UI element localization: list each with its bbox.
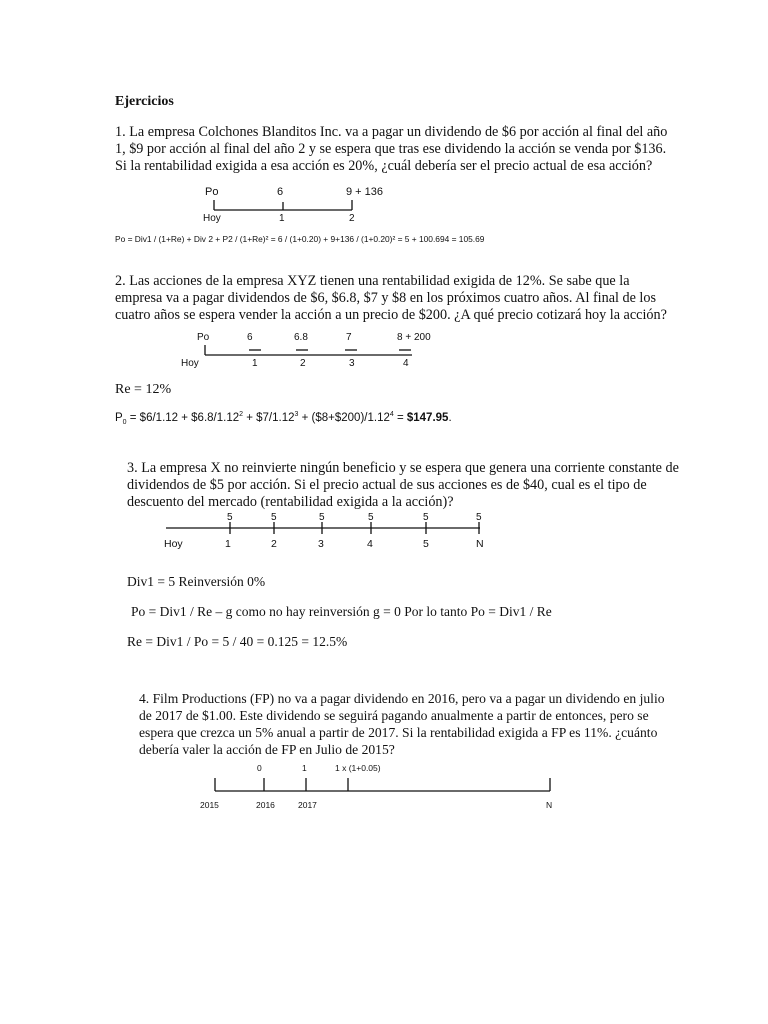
formula-part: = $6/1.12 + $6.8/1.12 [126, 411, 240, 424]
exercise-3-line: descuento del mercado (rentabilidad exigida a la acción)? [127, 494, 454, 510]
timeline-label: 1 x (1+0.05) [335, 763, 381, 773]
exercise-1-line: 1, $9 por acción al final del año 2 y se espera que tras ese dividendo la acción se venda por $136. [115, 141, 667, 157]
exercise-4-line: de 2017 de $1.00. Este dividendo se seguirá pagando anualmente a partir de entonces, pero se [139, 708, 649, 723]
exercise-3-dividend: Div1 = 5 Reinversión 0% [127, 574, 266, 589]
exercise-3-line: dividendos de $5 por acción. Si el precio actual de sus acciones es de $40, cual es el tipo de [127, 477, 647, 493]
timeline-label: 2 [271, 538, 277, 550]
formula-part: . [448, 411, 452, 424]
timeline-label: 5 [368, 512, 374, 523]
timeline-label: 2016 [256, 800, 275, 810]
timeline-label: 6 [277, 186, 284, 198]
exercise-2-line: 2. Las acciones de la empresa XYZ tienen una rentabilidad exigida de 12%. Se sabe que la [115, 273, 630, 289]
timeline-label: 2 [300, 358, 306, 369]
timeline-label: 5 [227, 512, 233, 523]
exercise-2-line: cuatro años se espera vender la acción a un precio de $200. ¿A qué precio cotizará hoy la acción? [115, 307, 667, 323]
formula-part: + $7/1.12 [243, 411, 295, 424]
timeline-label: 1 [302, 763, 307, 773]
timeline-label: 5 [423, 512, 429, 523]
timeline-label: 6.8 [294, 332, 308, 343]
formula-exponent: 4 [389, 411, 394, 418]
timeline-label: 8 + 200 [397, 332, 431, 343]
exercise-2-line: empresa va a pagar dividendos de $6, $6.8, $7 y $8 en los próximos cuatro años. Al final de los [115, 290, 656, 306]
exercise-4-line: debería valer la acción de FP en Julio de 2015? [139, 742, 395, 757]
timeline-label: 1 [252, 358, 258, 369]
timeline-label: 7 [346, 332, 352, 343]
formula-part: + ($8+$200)/1.12 [298, 411, 390, 424]
timeline-label: 6 [247, 332, 253, 343]
formula-subscript: 0 [122, 419, 127, 427]
timeline-label: 2017 [298, 800, 317, 810]
formula-exponent: 3 [294, 411, 299, 418]
timeline-label: 4 [367, 538, 373, 550]
exercise-3-line: 3. La empresa X no reinvierte ningún beneficio y se espera que genera una corriente constante de [127, 460, 679, 476]
timeline-label: 4 [403, 358, 409, 369]
timeline-label: 3 [349, 358, 355, 369]
formula-part: = [393, 411, 407, 424]
timeline-label: 5 [319, 512, 325, 523]
exercise-1-line: Si la rentabilidad exigida a esa acción es 20%, ¿cuál debería ser el precio actual de esa acción? [115, 158, 653, 174]
timeline-label: N [476, 538, 484, 550]
timeline-label: 0 [257, 763, 262, 773]
timeline-label: 2015 [200, 800, 219, 810]
timeline-label: 2 [349, 213, 355, 224]
exercise-3-rate-result: Re = Div1 / Po = 5 / 40 = 0.125 = 12.5% [127, 634, 348, 649]
exercise-1-line: 1. La empresa Colchones Blanditos Inc. va a pagar un dividendo de $6 por acción al final del año [115, 124, 668, 140]
formula-result: $147.95 [406, 411, 449, 424]
exercise-4-line: 4. Film Productions (FP) no va a pagar dividendo en 2016, pero va a pagar un dividendo en julio [139, 691, 665, 706]
timeline-label: 5 [271, 512, 277, 523]
timeline-label: Po [205, 186, 219, 198]
timeline-label: 1 [225, 538, 231, 550]
timeline-label: 5 [476, 512, 482, 523]
exercise-1-formula: Po = Div1 / (1+Re) + Div 2 + P2 / (1+Re)² = 6 / (1+0.20) + 9+136 / (1+0.20)² = 5 + 100.694 = 105.69 [115, 234, 485, 244]
timeline-label: 9 + 136 [346, 186, 384, 198]
exercise-3-price-formula: Po = Div1 / Re – g como no hay reinversión g = 0 Por lo tanto Po = Div1 / Re [131, 604, 552, 619]
timeline-label: 3 [318, 538, 324, 550]
exercise-4-line: espera que crezca un 5% anual a partir de 2017. Si la rentabilidad exigida a FP es 11%. ¿cuánto [139, 725, 658, 740]
timeline-label: N [546, 800, 553, 810]
timeline-label: Hoy [181, 358, 199, 369]
timeline-label: 1 [279, 213, 285, 224]
page-title: Ejercicios [115, 94, 174, 109]
exercise-2-rate: Re = 12% [115, 382, 172, 397]
formula-exponent: 2 [239, 411, 244, 418]
timeline-label: 5 [423, 538, 429, 550]
timeline-label: Po [197, 332, 210, 343]
timeline-label: Hoy [164, 538, 183, 550]
timeline-label: Hoy [203, 213, 221, 224]
formula-part: P [115, 411, 123, 424]
